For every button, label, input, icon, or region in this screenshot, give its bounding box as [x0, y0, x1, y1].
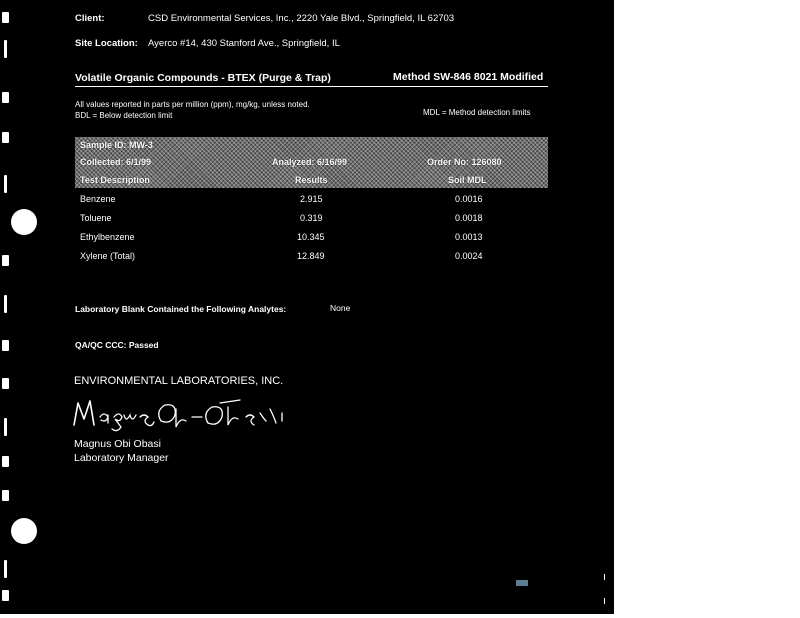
order-number: Order No: 126080 — [427, 157, 502, 167]
edge-mark — [2, 378, 9, 389]
units-note: All values reported in parts per million (ppm), mg/kg, unless noted. — [75, 100, 310, 109]
edge-mark — [2, 490, 9, 501]
column-header-mdl: Soil MDL — [448, 175, 487, 185]
edge-mark — [2, 340, 9, 351]
edge-mark — [2, 590, 9, 601]
analyte-name: Ethylbenzene — [80, 232, 135, 242]
edge-mark — [4, 175, 7, 193]
company-name: ENVIRONMENTAL LABORATORIES, INC. — [74, 375, 284, 387]
analyte-result: 2.915 — [300, 194, 323, 204]
qaqc-status: QA/QC CCC: Passed — [75, 340, 159, 350]
analyte-result: 12.849 — [297, 251, 325, 261]
signatory-name: Magnus Obi Obasi — [74, 438, 161, 450]
edge-mark — [4, 40, 7, 58]
mdl-note: MDL = Method detection limits — [423, 108, 531, 117]
signatory-title: Laboratory Manager — [74, 452, 169, 464]
analyte-name: Toluene — [80, 213, 112, 223]
analyzed-date: Analyzed: 6/16/99 — [272, 157, 348, 167]
site-location-value: Ayerco #14, 430 Stanford Ave., Springfield, IL — [148, 38, 340, 49]
analyte-name: Benzene — [80, 194, 116, 204]
section-title: Volatile Organic Compounds - BTEX (Purge & Trap) — [75, 72, 331, 84]
edge-mark — [4, 560, 7, 578]
sample-id: Sample ID: MW-3 — [80, 140, 153, 150]
edge-mark — [4, 418, 7, 436]
analyte-mdl: 0.0013 — [455, 232, 483, 242]
scan-stamp — [516, 580, 528, 586]
edge-mark — [2, 12, 9, 23]
edge-mark — [4, 295, 7, 313]
lab-blank-label: Laboratory Blank Contained the Following Analytes: — [75, 304, 287, 314]
edge-mark — [604, 574, 605, 580]
analyte-mdl: 0.0016 — [455, 194, 483, 204]
site-location-label: Site Location: — [75, 38, 138, 49]
bdl-note: BDL = Below detection limit — [75, 111, 173, 120]
column-header-results: Results — [295, 175, 328, 185]
client-value: CSD Environmental Services, Inc., 2220 Yale Blvd., Springfield, IL 62703 — [148, 13, 455, 24]
edge-mark — [2, 92, 9, 103]
edge-mark — [2, 255, 9, 266]
analyte-mdl: 0.0024 — [455, 251, 483, 261]
punch-hole — [11, 518, 37, 544]
sample-header-band — [75, 137, 548, 188]
method-label: Method SW-846 8021 Modified — [393, 71, 544, 83]
edge-mark — [2, 132, 9, 143]
collected-date: Collected: 6/1/99 — [80, 157, 152, 167]
client-label: Client: — [75, 13, 105, 24]
analyte-mdl: 0.0018 — [455, 213, 483, 223]
column-header-test: Test Description — [80, 175, 150, 185]
analyte-result: 10.345 — [297, 232, 325, 242]
lab-blank-value: None — [330, 303, 351, 313]
analyte-name: Xylene (Total) — [80, 251, 136, 261]
edge-mark — [2, 456, 9, 467]
section-rule — [75, 86, 548, 87]
punch-hole — [11, 209, 37, 235]
analyte-result: 0.319 — [300, 213, 323, 223]
edge-mark — [604, 598, 605, 604]
signature — [70, 395, 295, 435]
